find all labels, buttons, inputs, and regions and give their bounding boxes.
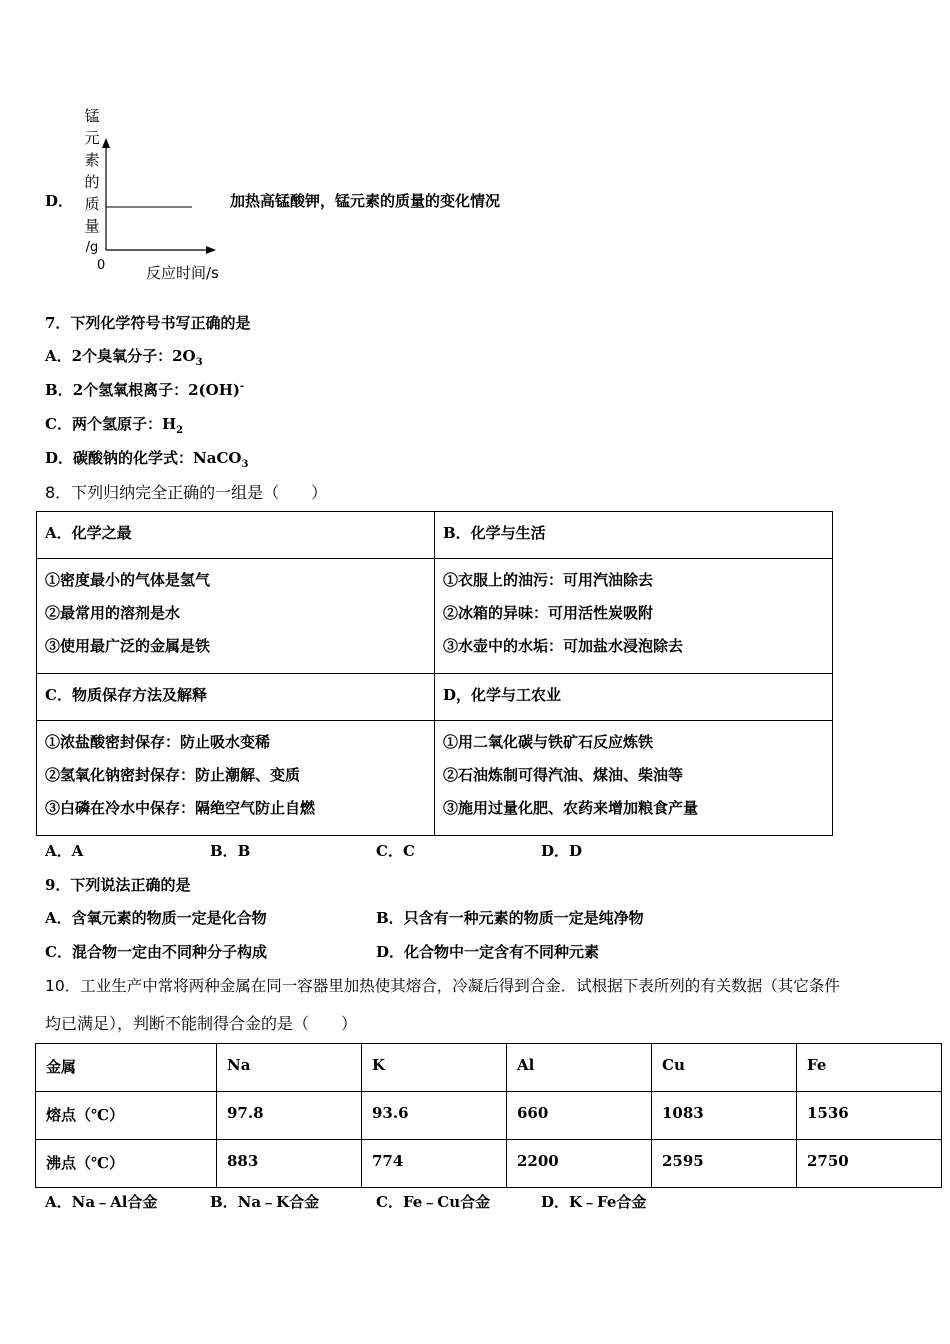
q10-answer-c: C．Fe﹣Cu合金 <box>376 1193 491 1211</box>
q6-option-d-caption: 加热高锰酸钾，锰元素的质量的变化情况 <box>230 192 501 210</box>
q10-answer-a: A．Na﹣Al合金 <box>45 1193 158 1211</box>
q8-cell-c-body: ①浓盐酸密封保存：防止吸水变稀 ②氢氧化钠密封保存：防止潮解、变质 ③白磷在冷水中保存：隔绝空气防止自燃 <box>37 721 435 836</box>
q10-row-label: 熔点（℃） <box>36 1092 217 1140</box>
q10-answer-b: B．Na﹣K合金 <box>210 1193 320 1211</box>
q8-cell-d-head: D，化学与工农业 <box>435 674 833 721</box>
q10-cell: 2200 <box>507 1140 652 1188</box>
graph-ylabel-char: 元 <box>84 129 100 147</box>
graph-ylabel-char: 的 <box>84 173 100 191</box>
graph-ylabel-char: 素 <box>84 151 100 169</box>
q10-header-cell: Fe <box>797 1044 942 1092</box>
q10-cell: 660 <box>507 1092 652 1140</box>
q8-cell-b-body: ①衣服上的油污：可用汽油除去 ②冰箱的异味：可用活性炭吸附 ③水壶中的水垢：可加盐水浸泡除去 <box>435 559 833 674</box>
q10-cell: 2595 <box>652 1140 797 1188</box>
q8-cell-d-body: ①用二氧化碳与铁矿石反应炼铁 ②石油炼制可得汽油、煤油、柴油等 ③施用过量化肥、农药来增加粮食产量 <box>435 721 833 836</box>
q10-header-cell: 金属 <box>36 1044 217 1092</box>
q8-cell-c-head: C．物质保存方法及解释 <box>37 674 435 721</box>
q10-cell: 2750 <box>797 1140 942 1188</box>
q10-stem-line2: 均已满足），判断不能制得合金的是（ ） <box>45 1014 358 1033</box>
q8-answer-a: A．A <box>45 842 84 860</box>
q10-header-cell: Al <box>507 1044 652 1092</box>
q10-answer-d: D．K﹣Fe合金 <box>541 1193 647 1211</box>
q10-header-cell: Na <box>217 1044 362 1092</box>
q8-cell-b-head: B．化学与生活 <box>435 512 833 559</box>
q9-stem: 9．下列说法正确的是 <box>45 876 191 894</box>
q7-option-a: A．2个臭氧分子：$2O_3$ <box>45 347 203 368</box>
q8-table <box>36 511 833 836</box>
q9-option-d: D．化合物中一定含有不同种元素 <box>376 943 600 961</box>
q10-cell: 1536 <box>797 1092 942 1140</box>
q10-cell: 883 <box>217 1140 362 1188</box>
q7-option-d: D．碳酸钠的化学式：NaCO$_3$ <box>45 449 249 470</box>
manganese-mass-graph <box>72 100 242 290</box>
q10-header-cell: K <box>362 1044 507 1092</box>
q10-header-cell: Cu <box>652 1044 797 1092</box>
q8-answer-b: B．B <box>210 842 251 860</box>
graph-ylabel-char: /g <box>85 240 99 255</box>
q10-cell: 1083 <box>652 1092 797 1140</box>
q8-cell-a-head: A．化学之最 <box>37 512 435 559</box>
q10-cell: 93.6 <box>362 1092 507 1140</box>
q7-option-c: C．两个氢原子：$H_2$ <box>45 415 184 436</box>
q8-answer-c: C．C <box>376 842 415 860</box>
q8-answer-d: D．D <box>541 842 583 860</box>
q6-option-d-label: D． <box>45 192 74 210</box>
q8-stem: 8．下列归纳完全正确的一组是（ ） <box>45 483 328 502</box>
q7-stem: 7．下列化学符号书写正确的是 <box>45 314 251 332</box>
q9-option-a: A．含氧元素的物质一定是化合物 <box>45 909 267 927</box>
graph-ylabel-char: 质 <box>84 195 100 213</box>
q10-stem-line1: 10．工业生产中常将两种金属在同一容器里加热使其熔合，冷凝后得到合金．试根据下表所列的有关数据（其它条件 <box>45 977 840 995</box>
q10-cell: 97.8 <box>217 1092 362 1140</box>
q10-cell: 774 <box>362 1140 507 1188</box>
graph-ylabel-char: 锰 <box>84 107 100 125</box>
q10-table <box>35 1043 942 1188</box>
q7-option-b: B．2个氢氧根离子：2(OH)- <box>45 381 245 399</box>
graph-xlabel: 反应时间/s <box>146 264 219 282</box>
q9-option-b: B．只含有一种元素的物质一定是纯净物 <box>376 909 644 927</box>
q10-row-label: 沸点（℃） <box>36 1140 217 1188</box>
graph-origin: 0 <box>97 258 106 273</box>
graph-ylabel-char: 量 <box>84 217 100 235</box>
q8-cell-a-body: ①密度最小的气体是氢气 ②最常用的溶剂是水 ③使用最广泛的金属是铁 <box>37 559 435 674</box>
q9-option-c: C．混合物一定由不同种分子构成 <box>45 943 267 961</box>
